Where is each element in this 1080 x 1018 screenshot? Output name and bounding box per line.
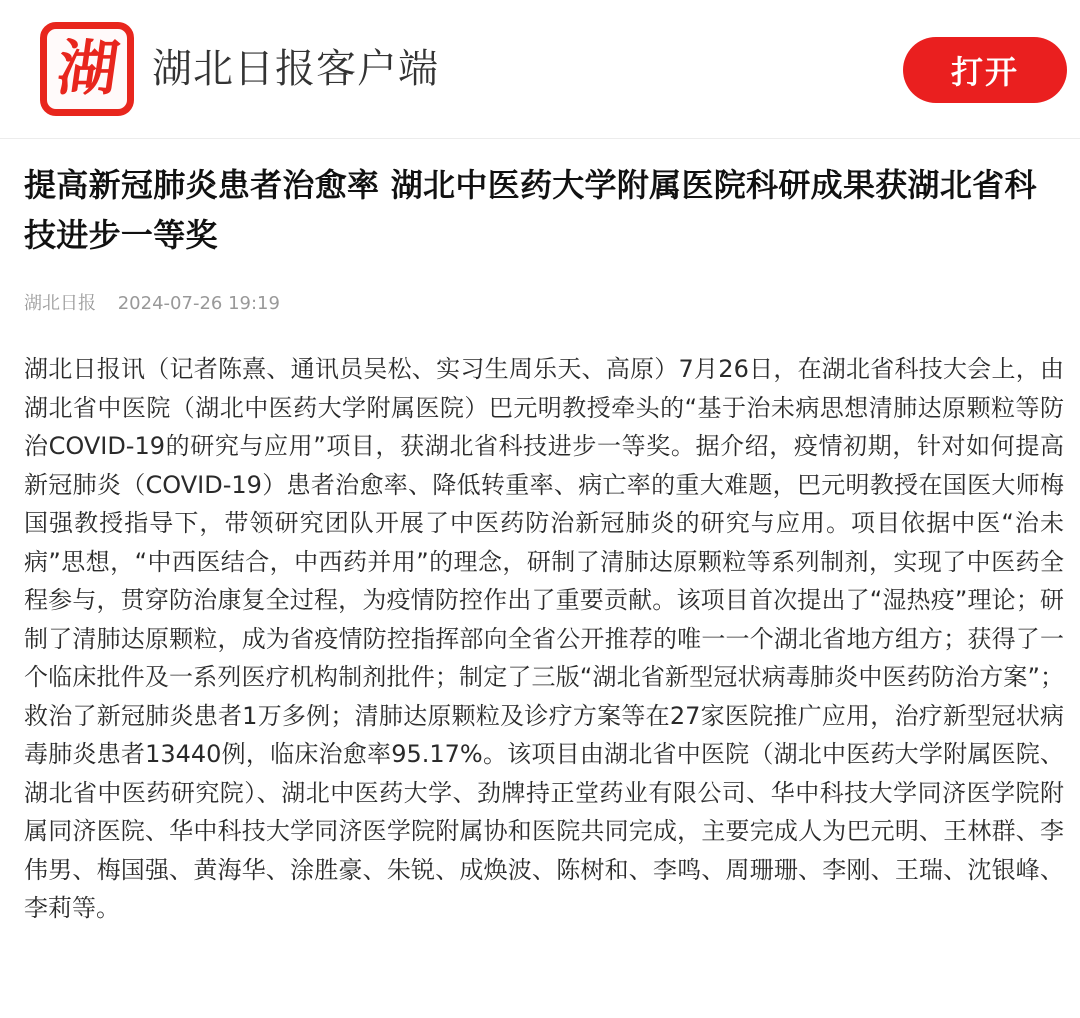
article-source: 湖北日报: [24, 293, 96, 314]
article-meta: [24, 292, 1064, 316]
article-datetime: 2024-07-26 19:19: [117, 293, 280, 314]
open-app-button[interactable]: 打开: [903, 37, 1067, 103]
hubei-daily-logo-icon[interactable]: [40, 22, 134, 116]
article-body: 湖北日报讯（记者陈熹、通讯员吴松、实习生周乐天、高原）7月26日，在湖北省科技大会上，由湖北省中医院（湖北中医药大学附属医院）巴元明教授牵头的“基于治未病思想清肺达原颗粒等防治COVID-19的研究与应用”项目，获湖北省科技进步一等奖。据介绍，疫情初期，针对如何提高新冠肺炎（COVID-19）患者治愈率、降低转重率、病亡率的重大难题，巴元明教授在国医大师梅国强教授指导下，带领研究团队开展了中医药防治新冠肺炎的研究与应用。项目依据中医“治未病”思想，“中西医结合，中西药并用”的理念，研制了清肺达原颗粒等系列制剂，实现了中医药全程参与，贯穿防治康复全过程，为疫情防控作出了重要贡献。该项目首次提出了“湿热疫”理论；研制了清肺达原颗粒，成为省疫情防控指挥部向全省公开推荐的唯一一个湖北省地方组方；获得了一个临床批件及一系列医疗机构制剂批件；制定了三版“湖北省新型冠状病毒肺炎中医药防治方案”；救治了新冠肺炎患者1万多例；清肺达原颗粒及诊疗方案等在27家医院推广应用，治疗新型冠状病毒肺炎患者13440例，临床治愈率95.17%。该项目由湖北省中医院（湖北中医药大学附属医院、湖北省中医药研究院）、湖北中医药大学、劲牌持正堂药业有限公司、华中科技大学同济医学院附属同济医院、华中科技大学同济医学院附属协和医院共同完成，主要完成人为巴元明、王林群、李伟男、梅国强、黄海华、涂胜豪、朱锐、成焕波、陈树和、李鸣、周珊珊、李刚、王瑞、沈银峰、李莉等。: [24, 355, 1064, 922]
article: [24, 160, 1064, 928]
app-download-banner: [0, 0, 1080, 139]
app-name: 湖北日报客户端: [152, 46, 439, 92]
article-title: 提高新冠肺炎患者治愈率 湖北中医药大学附属医院科研成果获湖北省科技进步一等奖: [24, 166, 1037, 254]
logo-glyph: 湖: [53, 34, 121, 104]
